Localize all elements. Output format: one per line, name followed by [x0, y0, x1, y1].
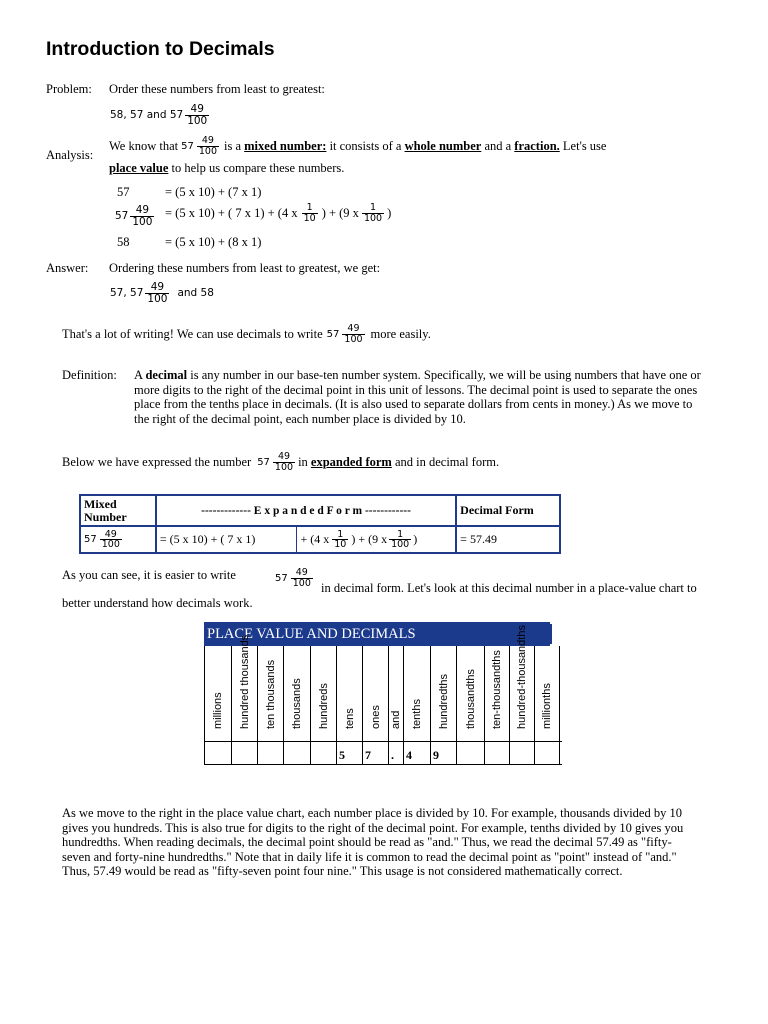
chart-column-label: thousands — [291, 678, 303, 729]
term-fraction: fraction. — [514, 139, 560, 153]
table-header-row — [80, 495, 560, 526]
chart-title-bar — [550, 624, 552, 644]
chart-column-label: hundred-thousandths — [516, 625, 528, 729]
chart-column-thousands — [283, 646, 310, 765]
chart-column-hundredths — [430, 646, 456, 765]
analysis-label: Analysis: — [46, 148, 94, 162]
chart-column-hundreds — [310, 646, 336, 765]
chart-column-and — [388, 646, 403, 765]
problem-label: Problem: — [46, 82, 92, 96]
equation-58-rhs: = (5 x 10) + (8 x 1) — [165, 235, 262, 249]
asyou-text: in decimal form. Let's look at this decimal number in a place-value chart to better understand how decimals work. — [62, 581, 697, 610]
expanded-form-table — [79, 494, 561, 554]
table-row — [80, 526, 560, 553]
chart-column-label: hundred thousands — [238, 634, 251, 729]
asyou-line: As you can see, it is easier to write — [62, 568, 236, 582]
chart-column-thousandths — [456, 646, 484, 765]
term-mixed-number: mixed number: — [244, 139, 327, 153]
chart-column-label: and — [390, 710, 402, 729]
chart-column-label: tens — [343, 708, 356, 729]
equation-mixed-lhs: 57 $\frac{49}{100}$ — [115, 204, 153, 228]
answer-text: Ordering these numbers from least to greatest, we get: — [109, 261, 381, 275]
chart-column-label: hundredths — [437, 673, 450, 729]
chart-column-digit: 4 — [406, 748, 412, 762]
chart-digit-divider — [204, 741, 562, 742]
answer-label: Answer: — [46, 261, 89, 275]
chart-column-label: tenths — [411, 699, 423, 729]
term-decimal: decimal — [145, 368, 188, 382]
chart-column-ones — [362, 646, 388, 765]
term-whole-number: whole number — [404, 139, 482, 153]
header-mixed-number: Mixed Number — [80, 495, 156, 526]
equation-58-lhs: 58 — [117, 235, 130, 249]
problem-fraction: $\frac{49}{100}$ — [187, 103, 208, 127]
chart-column-ten-thousands — [257, 646, 283, 765]
definition-text: A decimal is any number in our base-ten number system. Specifically, we will be using numbers that have one or more digits to the right of the decimal point in this unit of lessons. The decimal point is used to separate the ones place from the tenths place in decimals. (It is also used to separate dollars from cents in money.) As we move to the right of the decimal point, each number place is divided by 10. — [134, 368, 701, 426]
answer-sequence: 57, 57 $\frac{49}{100}$ and 58 — [110, 281, 214, 305]
chart-bottom-border — [204, 764, 562, 765]
header-decimal-form: Decimal Form — [456, 495, 560, 526]
term-expanded-form: expanded form — [310, 455, 392, 469]
chart-column-label: thousandths — [464, 669, 477, 729]
chart-column-millions — [204, 646, 231, 765]
chart-column-tens — [336, 646, 362, 765]
below-line: Below we have expressed the number 57 $\frac{49}{100}$ in expanded form and in decimal form. — [62, 451, 500, 473]
chart-column-label: ten thousands — [264, 659, 277, 729]
chart-column-label: ten-thousandths — [491, 650, 503, 729]
chart-column-hundred-thousandths — [509, 625, 534, 765]
problem-numbers-text: 58, 57 and 57 — [110, 109, 184, 121]
chart-column-label: hundreds — [317, 683, 330, 729]
cell-mixed-number: 57 $\frac{49}{100}$ — [80, 526, 156, 553]
term-place-value: place value — [109, 161, 169, 175]
page-title: Introduction to Decimals — [46, 38, 275, 60]
chart-column-digit: 9 — [433, 748, 439, 762]
analysis-line-2: place value to help us compare these numbers. — [109, 161, 345, 175]
problem-text: Order these numbers from least to greatest: — [109, 82, 325, 96]
cell-decimal-form: = 57.49 — [456, 526, 560, 553]
lots-line: That's a lot of writing! We can use decimals to write 57 $\frac{49}{100}$ more easily. — [62, 323, 431, 345]
chart-column-millionths — [534, 646, 560, 765]
chart-column-digit: 7 — [365, 748, 371, 762]
chart-column-digit: . — [391, 748, 394, 762]
analysis-line-1: We know that 57 $\frac{49}{100}$ is a mixed number: it consists of a whole number and a fraction. Let's use — [109, 135, 607, 157]
chart-column-ten-thousandths — [484, 646, 509, 765]
problem-numbers — [110, 104, 211, 126]
equation-mixed-rhs: = (5 x 10) + ( 7 x 1) + (4 x $\frac{1}{10}$ ) + (9 x $\frac{1}{100}$ ) — [165, 202, 392, 224]
cell-expanded-part-1: = (5 x 10) + ( 7 x 1) — [156, 526, 297, 553]
chart-column-tenths — [403, 646, 430, 765]
chart-title: PLACE VALUE AND DECIMALS — [204, 622, 550, 646]
closing-paragraph: As we move to the right in the place value chart, each number place is divided by 10. For example, thousands divided by 10 gives you hundreds. This is also true for digits to the right of the decimal point. For example, tenths divided by 10 gives you hundredths. When reading decimals, the decimal point should be read as "and." Thus, we read the decimal 57.49 as "fifty-seven and forty-nine hundredths." Note that in daily life it is common to read the decimal point as "point" instead of "and." Thus, 57.49 would be read as "fifty-seven point four nine." This usage is not considered mathematically correct. — [62, 806, 684, 878]
chart-column-label: millionths — [541, 683, 553, 729]
asyou-mixed-number: 57 $\frac{49}{100}$ — [275, 567, 311, 589]
header-expanded-form: ------------- E x p a n d e d F o r m ------------ — [156, 495, 456, 526]
mixed-number-57-49: 57 $\frac{49}{100}$ — [181, 135, 217, 157]
chart-column-label: ones — [369, 705, 382, 729]
equation-57-lhs: 57 — [117, 185, 130, 199]
place-value-chart — [204, 622, 562, 765]
definition-label: Definition: — [62, 368, 117, 382]
chart-column-digit: 5 — [339, 748, 345, 762]
cell-expanded-part-2: + (4 x $\frac{1}{10}$ ) + (9 x $\frac{1}{100}$ ) — [297, 526, 456, 553]
equation-57-rhs: = (5 x 10) + (7 x 1) — [165, 185, 262, 199]
chart-column-hundred-thousands — [231, 634, 257, 765]
chart-column-label: millions — [212, 692, 224, 729]
